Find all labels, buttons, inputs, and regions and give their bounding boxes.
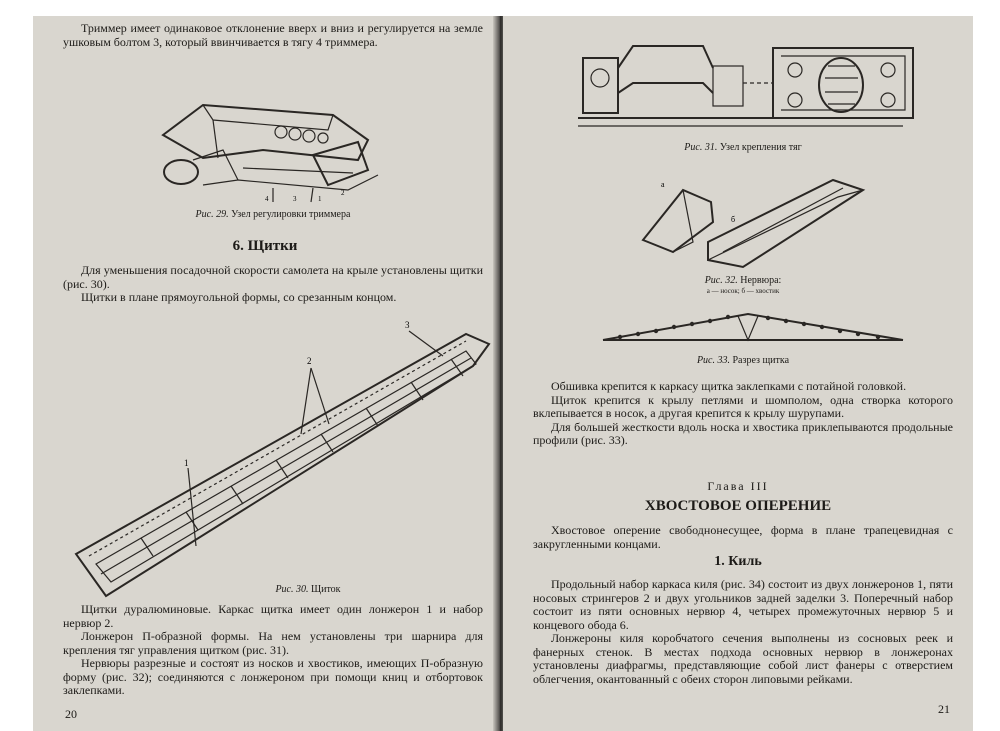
fig30-callout-1: 1 [184, 458, 189, 468]
flap-structure-paragraphs [63, 603, 483, 698]
fig32-callout-a: а [661, 180, 665, 189]
right-page [503, 16, 973, 731]
chapter-title: ХВОСТОВОЕ ОПЕРЕНИЕ [644, 498, 832, 514]
fig32-caption: Рис. 32. Нервюра: [704, 275, 782, 286]
rib-figure [633, 172, 873, 272]
fig29-callout-2: 2 [341, 189, 345, 197]
fig29-callout-4: 4 [265, 195, 269, 203]
flap-para5: Нервюры разрезные и состоят из носков и хвостиков, имеющих П-образную форму (рис. 32); соединяются с лонжероном при помощи книц и отбортовок заклепками. [63, 656, 483, 697]
fig30-callout-2: 2 [307, 356, 312, 366]
section-heading-fin: 1. Киль [714, 554, 762, 569]
trimmer-adjustment-figure [143, 80, 393, 205]
flap-attachment-paragraphs [533, 380, 953, 448]
flaps-para2: Щитки в плане прямоугольной формы, со срезанным концом. [81, 290, 397, 304]
fig29-callout-3: 3 [293, 195, 297, 203]
rod-attachment-figure [573, 38, 918, 138]
tail-intro-paragraph: Хвостовое оперение свободнонесущее, форма в плане трапецевидная с закругленными концами. [533, 523, 953, 551]
fig29-callout-1: 1 [318, 195, 322, 203]
flap-figure [71, 316, 491, 601]
intro-paragraph: Триммер имеет одинаковое отклонение вверх и вниз и регулируется на земле ушковым болтом 3, который ввинчивается в тягу 4 триммера. [63, 21, 483, 49]
flaps-para1: Для уменьшения посадочной скорости самолета на крыле установлены щитки (рис. 30). [63, 263, 483, 291]
flap-para4: Лонжерон П-образной формы. На нем установлены три шарнира для крепления тяг управления щитком (рис. 31). [63, 629, 483, 657]
flaps-paragraphs [63, 264, 483, 305]
left-page [33, 16, 497, 731]
fig33-caption: Рис. 33. Разрез щитка [696, 355, 790, 366]
flap-para3: Щитки дуралюминовые. Каркас щитка имеет один лонжерон 1 и набор нервюр 2. [63, 602, 483, 630]
page-number-right: 21 [938, 702, 950, 716]
fig30-caption: Рис. 30. Щиток [275, 584, 341, 595]
flap-section-figure [598, 306, 908, 346]
fig30-callout-3: 3 [405, 320, 410, 330]
right-para1: Обшивка крепится к каркасу щитка заклепками с потайной головкой. [551, 379, 907, 393]
chapter-label: Глава III [707, 479, 769, 493]
right-para6: Лонжероны киля коробчатого сечения выполнены из сосновых реек и фанерных стенок. В местах подхода основных нервюр в лонжеронах установлены диафрагмы, представляющие собой лист фанеры с отверстием облегчения, окантованный с обеих сторон липовыми рейками. [533, 631, 953, 686]
fin-paragraphs [533, 578, 953, 686]
right-para3: Для большей жесткости вдоль носка и хвостика приклепываются продольные профили (рис. 33). [533, 419, 953, 447]
fig32-legend: а — носок; б — хвостик [706, 287, 780, 295]
fig29-caption: Рис. 29. Узел регулировки триммера [195, 209, 351, 220]
section-heading-flaps: 6. Щитки [232, 238, 298, 254]
right-para2: Щиток крепится к крылу петлями и шомполом, одна створка которого вклепывается в носок, а другая крепится к крылу шурупами. [533, 392, 953, 420]
fig31-caption: Рис. 31. Узел крепления тяг [684, 142, 802, 153]
fig32-callout-b: б [731, 215, 736, 224]
page-number-left: 20 [65, 707, 77, 721]
right-para5: Продольный набор каркаса киля (рис. 34) состоит из двух лонжеронов 1, пяти носовых стрингеров 2 и двух угольников задней заделки 3. Поперечный набор состоит из пяти основных нервюр 4, четырех промежуточных нервюр 5 и концевого обода 6. [533, 577, 953, 632]
